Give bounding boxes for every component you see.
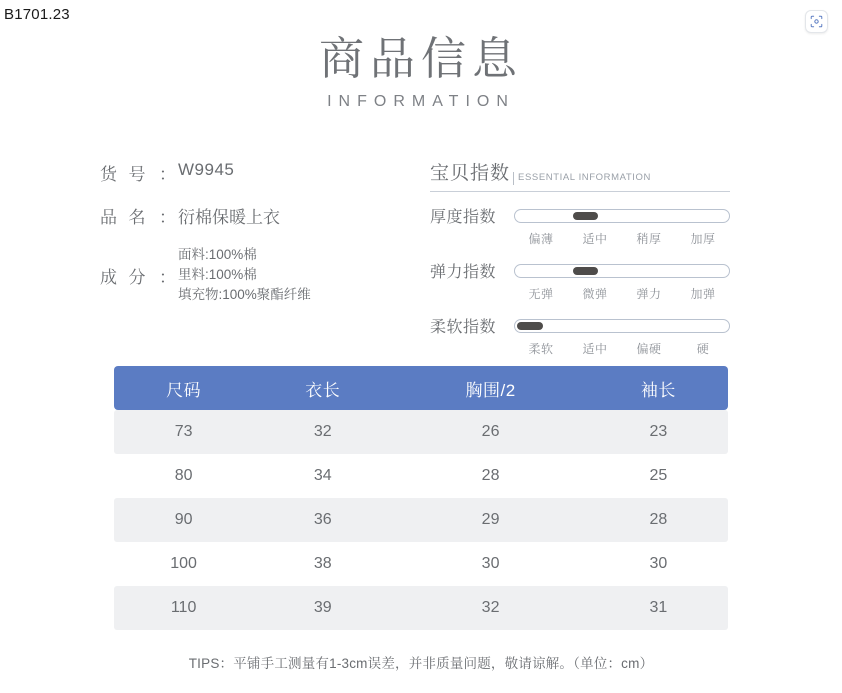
info-label-name — [100, 203, 176, 228]
meter-scale-softness-1: 适中 — [582, 342, 608, 356]
info-label-name-char2: 名 — [128, 208, 146, 227]
meter-row-softness — [430, 314, 730, 337]
cell-length: 34 — [313, 467, 332, 484]
meter-scale-thickness-2: 稍厚 — [636, 232, 662, 246]
meter-scale-elasticity-0: 无弹 — [528, 287, 554, 301]
cell-size: 100 — [170, 555, 197, 572]
cell-bust: 32 — [392, 586, 588, 630]
cell-sleeve: 30 — [649, 555, 668, 572]
info-label-model-colon: ： — [159, 165, 176, 184]
meter-track-thickness[interactable] — [514, 209, 730, 223]
info-row-name — [100, 203, 420, 228]
meter-label-softness: 柔软指数 — [430, 319, 497, 336]
info-label-name-char1: 品 — [100, 208, 117, 227]
meter-scale-softness-0: 柔软 — [528, 342, 554, 356]
cell-bust: 28 — [481, 467, 500, 484]
meter-fill-softness — [517, 322, 543, 330]
info-value-composition — [176, 245, 311, 305]
cell-size: 90 — [114, 498, 253, 542]
cell-sleeve: 23 — [589, 410, 728, 454]
product-code: B1701.23 — [4, 6, 70, 23]
cell-sleeve: 25 — [649, 467, 668, 484]
meter-scale-thickness — [514, 230, 730, 247]
table-row — [114, 454, 728, 498]
composition-line-fabric: 面料:100%棉 — [178, 247, 257, 262]
cell-size: 73 — [114, 410, 253, 454]
page-subtitle: INFORMATION — [327, 93, 515, 110]
cell-length: 32 — [253, 410, 392, 454]
meter-fill-elasticity — [573, 267, 599, 275]
cell-bust: 26 — [392, 410, 588, 454]
page-title: 商品信息 — [318, 32, 523, 85]
info-label-composition-char1: 成 — [100, 268, 117, 287]
meter-scale-softness-3: 硬 — [696, 342, 710, 356]
meter-scale-thickness-3: 加厚 — [690, 232, 716, 246]
meter-scale-elasticity-2: 弹力 — [636, 287, 662, 301]
meter-row-elasticity — [430, 259, 730, 282]
meter-scale-thickness-0: 偏薄 — [528, 232, 554, 246]
meter-scale-softness — [514, 340, 730, 357]
info-label-composition-char2: 分 — [128, 268, 146, 287]
info-label-name-colon: ： — [159, 208, 176, 227]
index-panel-subtitle: ESSENTIAL INFORMATION — [513, 172, 651, 185]
measurement-tips: TIPS：平铺手工测量有1-3cm误差，并非质量问题，敬请谅解。（单位：cm） — [188, 656, 654, 671]
meter-label-thickness: 厚度指数 — [430, 209, 497, 226]
info-label-model-char2: 号 — [128, 165, 146, 184]
cell-size: 110 — [114, 586, 253, 630]
cell-length: 39 — [253, 586, 392, 630]
info-label-model — [100, 160, 176, 185]
size-table-header-3: 袖长 — [589, 366, 728, 410]
info-row-composition — [100, 246, 420, 305]
index-panel-header — [430, 158, 730, 192]
meter-track-elasticity[interactable] — [514, 264, 730, 278]
size-table-header-0: 尺码 — [114, 366, 253, 410]
composition-line-lining: 里料:100%棉 — [178, 267, 257, 282]
info-value-model: W9945 — [178, 160, 235, 179]
table-row — [114, 542, 728, 586]
size-table-header-2: 胸围/2 — [392, 366, 588, 410]
meter-scale-elasticity — [514, 285, 730, 302]
cell-bust: 29 — [392, 498, 588, 542]
essential-information-panel — [430, 158, 730, 357]
meter-scale-elasticity-1: 微弹 — [582, 287, 608, 301]
meter-row-thickness — [430, 204, 730, 227]
cell-size: 80 — [174, 467, 193, 484]
cell-sleeve: 31 — [589, 586, 728, 630]
composition-line-filling: 填充物:100%聚酯纤维 — [178, 287, 311, 302]
cell-length: 38 — [313, 555, 332, 572]
meter-scale-thickness-1: 适中 — [582, 232, 608, 246]
info-label-composition-colon: ： — [159, 268, 176, 287]
meter-track-softness[interactable] — [514, 319, 730, 333]
table-row — [114, 410, 728, 454]
meter-scale-elasticity-3: 加弹 — [690, 287, 716, 301]
cell-length: 36 — [253, 498, 392, 542]
info-label-model-char1: 货 — [100, 165, 117, 184]
table-row — [114, 498, 728, 542]
size-table-header-row — [114, 366, 728, 410]
meter-fill-thickness — [573, 212, 599, 220]
info-value-name: 衍棉保暖上衣 — [178, 208, 280, 227]
product-info-block — [100, 160, 420, 323]
size-table-header-1: 衣长 — [253, 366, 392, 410]
cell-sleeve: 28 — [589, 498, 728, 542]
size-table — [114, 366, 728, 630]
info-row-model — [100, 160, 420, 185]
table-row — [114, 586, 728, 630]
cell-bust: 30 — [481, 555, 500, 572]
meter-scale-softness-2: 偏硬 — [636, 342, 662, 356]
meter-label-elasticity: 弹力指数 — [430, 264, 497, 281]
info-label-composition — [100, 263, 176, 288]
index-panel-title: 宝贝指数 — [430, 163, 511, 184]
